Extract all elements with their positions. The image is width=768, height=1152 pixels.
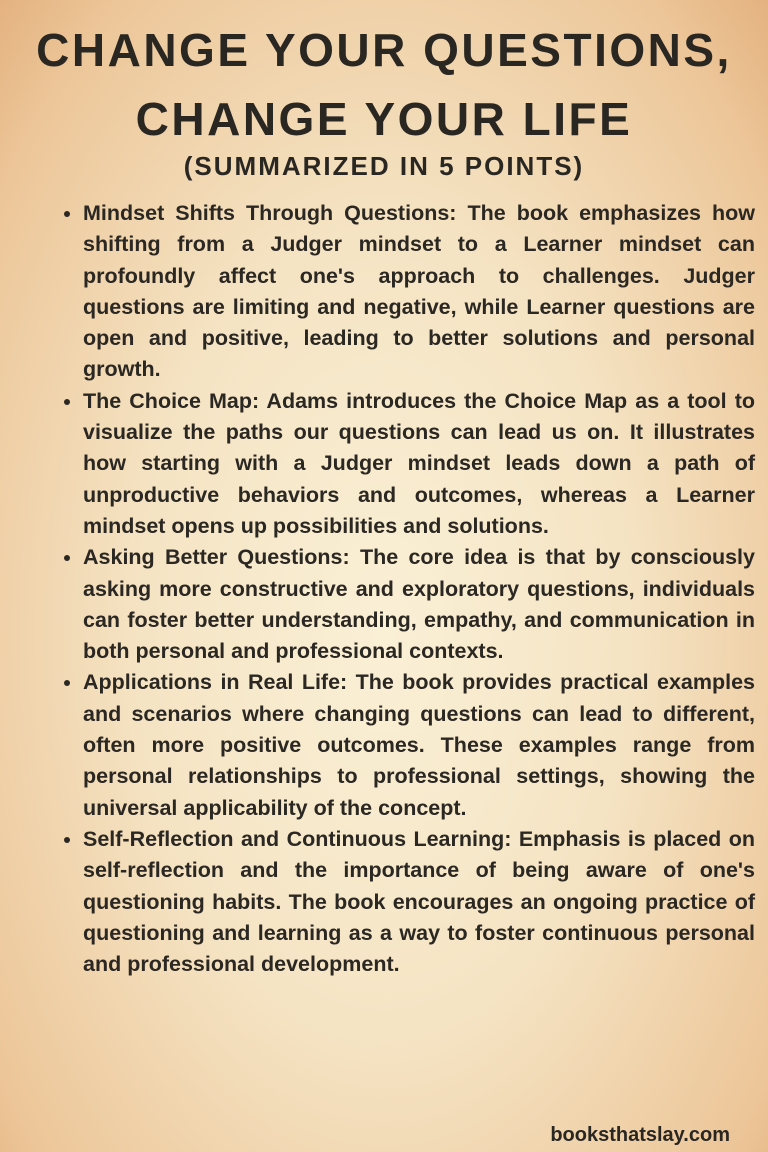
title-line-1: CHANGE YOUR QUESTIONS, [36, 24, 732, 76]
list-item: • Asking Better Questions: The core idea is that by consciously asking more constructive and exploratory questions, individuals can foster better understanding, empathy, and communication in both personal and professional contexts. [83, 542, 755, 667]
subtitle: (SUMMARIZED IN 5 POINTS) [183, 151, 585, 181]
list-item: • Mindset Shifts Through Questions: The book emphasizes how shifting from a Judger mindset to a Learner mindset can profoundly affect one's approach to challenges. Judger questions are limiting and negative, while Learner questions are open and positive, leading to better solutions and personal growth. [83, 198, 755, 386]
summary-points-list [58, 198, 755, 980]
list-item: • The Choice Map: Adams introduces the Choice Map as a tool to visualize the paths our questions can lead us on. It illustrates how starting with a Judger mindset leads down a path of unproductive behaviors and outcomes, whereas a Learner mindset opens up possibilities and solutions. [83, 386, 755, 542]
website-credit: booksthatslay.com [550, 1124, 730, 1146]
title-line-2: CHANGE YOUR LIFE [135, 93, 633, 145]
list-item: • Self-Reflection and Continuous Learning: Emphasis is placed on self-reflection and the importance of being aware of one's questioning habits. The book encourages an ongoing practice of questioning and learning as a way to foster continuous personal and professional development. [83, 824, 755, 980]
list-item: • Applications in Real Life: The book provides practical examples and scenarios where changing questions can lead to different, often more positive outcomes. These examples range from personal relationships to professional settings, showing the universal applicability of the concept. [83, 667, 755, 823]
